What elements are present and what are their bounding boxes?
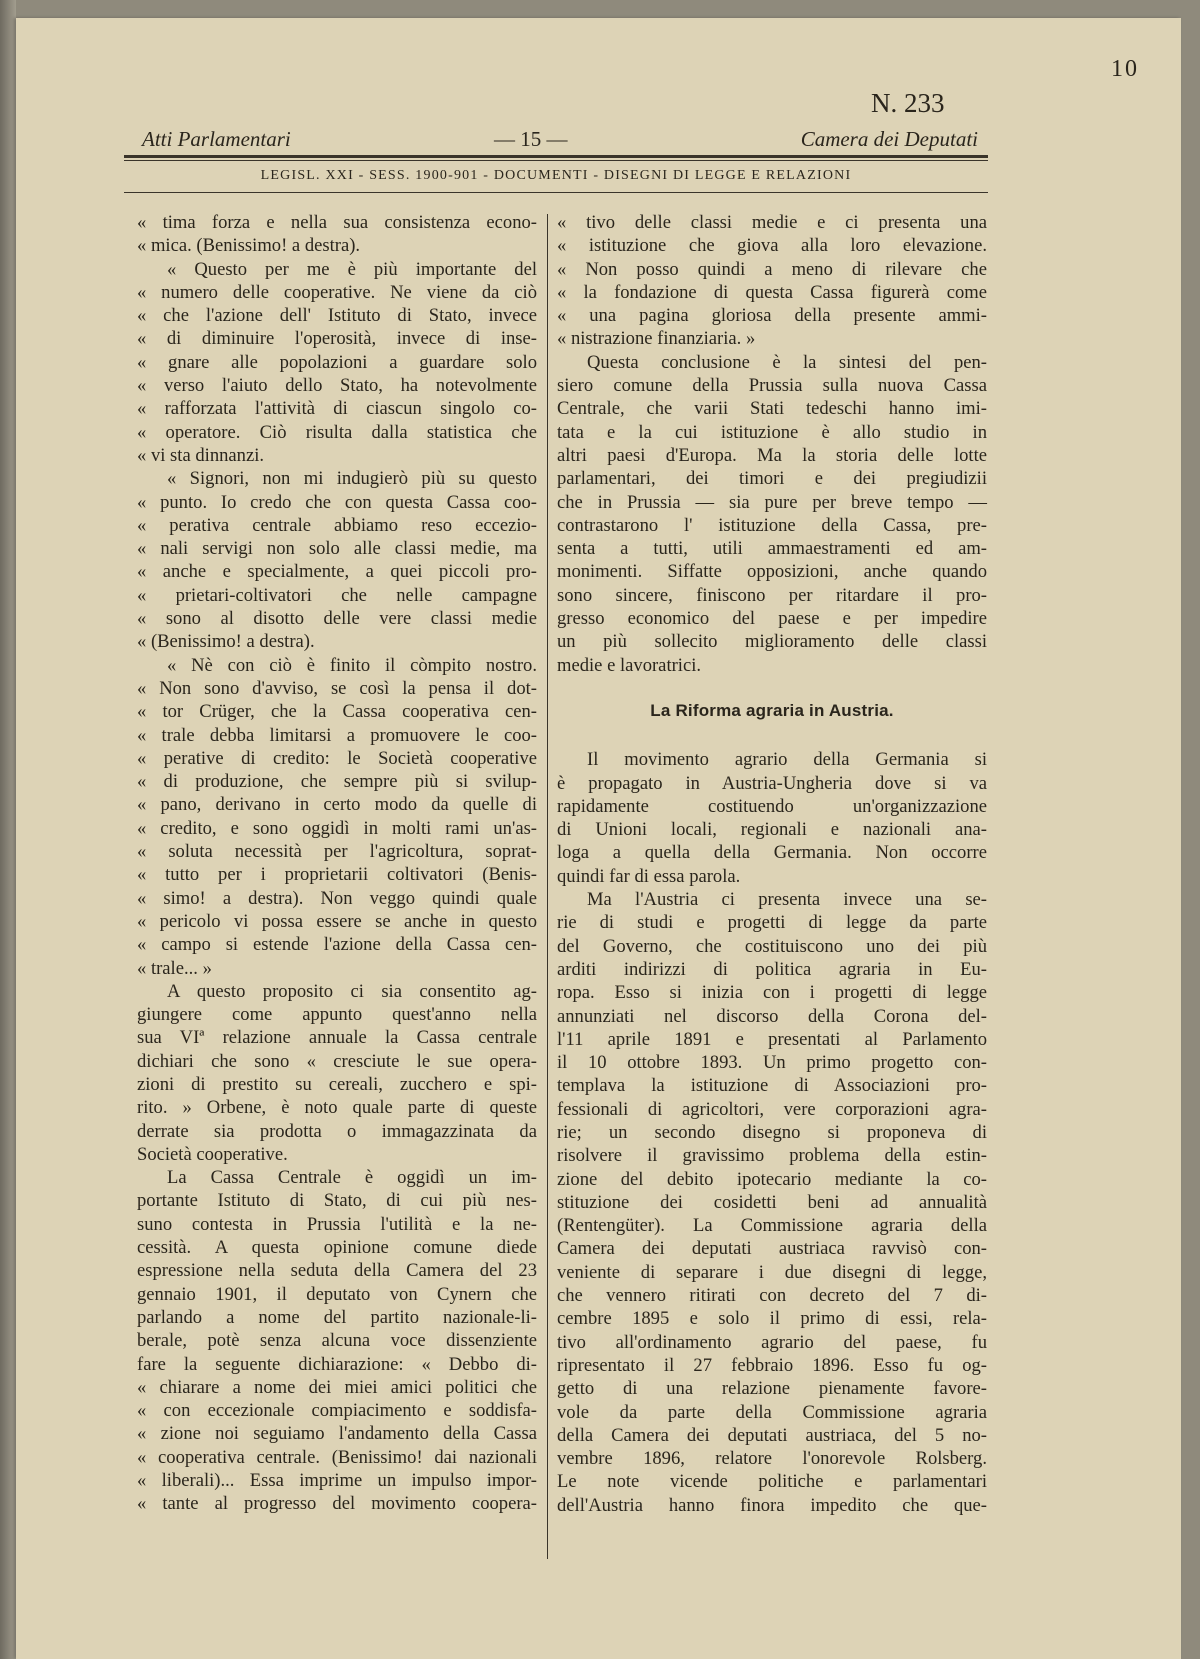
text-line: rie; un secondo disegno si proponeva di [557, 1121, 987, 1143]
text-line: loga a quella della Germania. Non occorre [557, 842, 987, 864]
text-line: « numero delle cooperative. Ne viene da ciò [137, 281, 537, 303]
text-line: veniente di separare i due disegni di legge, [557, 1261, 987, 1283]
text-line: rapidamente costituendo un'organizzazione [557, 795, 987, 817]
text-line: « tante al progresso del movimento coopera- [137, 1493, 537, 1515]
text-line: risolvere il gravissimo problema della estin- [557, 1145, 987, 1167]
text-line: Le note vicende politiche e parlamentari [557, 1471, 987, 1493]
text-line: « trale debba limitarsi a promuovere le coo- [137, 724, 537, 746]
text-line: La Cassa Centrale è oggidì un im- [167, 1167, 537, 1189]
text-line: medie e lavoratrici. [557, 654, 702, 676]
text-line: A questo proposito ci sia consentito ag- [167, 980, 537, 1002]
text-line: cembre 1895 e solo il primo di essi, rela- [557, 1308, 987, 1330]
text-line: cessità. A questa opinione comune diede [137, 1237, 537, 1259]
text-line: « pericolo vi possa essere se anche in questo [137, 910, 537, 932]
text-line: parlando a nome del partito nazionale-li- [137, 1306, 537, 1328]
text-line: gresso economico del paese e per impedire [557, 608, 987, 630]
text-line: « verso l'aiuto dello Stato, ha notevolmente [137, 375, 537, 397]
text-line: « Signori, non mi indugierò più su questo [167, 468, 537, 490]
text-line: che in Prussia — sia pure per breve tempo — [557, 491, 987, 513]
text-line: l'11 aprile 1891 e presentati al Parlamento [557, 1028, 987, 1050]
right-column-top [557, 211, 987, 677]
text-line: gennaio 1901, il deputato von Cynern che [137, 1283, 537, 1305]
text-line: rito. » Orbene, è noto quale parte di queste [137, 1097, 537, 1119]
scan-left-edge [0, 0, 16, 1659]
text-line: « Non sono d'avviso, se così la pensa il dot- [137, 677, 537, 699]
text-line: « anche e specialmente, a quei piccoli pro- [137, 561, 537, 583]
header-rule-thin [124, 160, 988, 161]
text-line: tata e la cui istituzione è allo studio in [557, 421, 987, 443]
text-line: Camera dei deputati austriaca ravvisò con- [557, 1238, 987, 1260]
text-line: suno contesta in Prussia l'utilità e la ne- [137, 1213, 537, 1235]
text-line: « che l'azione dell' Istituto di Stato, invece [137, 305, 537, 327]
header-rule-bottom [124, 192, 988, 193]
text-line: annunziati nel discorso della Corona del- [557, 1005, 987, 1027]
text-line: giungere come appunto quest'anno nella [137, 1004, 537, 1026]
text-line: derrate sia prodotta o immagazzinata da [137, 1120, 537, 1142]
text-line: sua VIª relazione annuale la Cassa centrale [137, 1027, 537, 1049]
text-line: « tor Crüger, che la Cassa cooperativa cen- [137, 701, 537, 723]
text-line: « la fondazione di questa Cassa figurerà come [557, 281, 987, 303]
text-line: è propagato in Austria-Ungheria dove si va [557, 772, 987, 794]
text-line: « vi sta dinnanzi. [137, 444, 265, 466]
text-line: altri paesi d'Europa. Ma la storia delle lotte [557, 444, 987, 466]
text-line: del Governo, che costituiscono uno dei più [557, 935, 987, 957]
left-column [137, 211, 537, 1516]
text-line: portante Istituto di Stato, di cui più nes- [137, 1190, 537, 1212]
text-line: sono sincere, finiscono per ritardare il pro- [557, 584, 987, 606]
text-line: « operatore. Ciò risulta dalla statistica che [137, 421, 537, 443]
text-line: « credito, e sono oggidì in molti rami un'as- [137, 817, 537, 839]
text-line: rie di studi e progetti di legge da parte [557, 912, 987, 934]
document-page [16, 18, 1181, 1659]
text-line: « tutto per i proprietarii coltivatori (Benis- [137, 864, 537, 886]
text-line: « mica. (Benissimo! a destra). [137, 235, 361, 257]
text-line: di Unioni locali, regionali e nazionali ana- [557, 819, 987, 841]
text-line: « Nè con ciò è finito il còmpito nostro. [167, 654, 537, 676]
text-line: un più sollecito miglioramento delle classi [557, 631, 987, 653]
column-divider [547, 214, 548, 1559]
text-line: « pano, derivano in certo modo da quelle di [137, 794, 537, 816]
text-line: templava la istituzione di Associazioni pro- [557, 1075, 987, 1097]
text-line: « zione noi seguiamo l'andamento della Cassa [137, 1423, 537, 1445]
text-line: contrastarono l' istituzione della Cassa, pre- [557, 514, 987, 536]
text-line: zione del debito ipotecario mediante la co- [557, 1168, 987, 1190]
text-line: dell'Austria hanno finora impedito che que- [557, 1494, 987, 1516]
text-line: stituzione dei cosidetti beni ad annualità [557, 1191, 987, 1213]
text-line: « (Benissimo! a destra). [137, 631, 315, 653]
text-line: arditi indirizzi di politica agraria in Eu- [557, 958, 987, 980]
text-line: ropa. Esso si inizia con i progetti di legge [557, 982, 987, 1004]
text-line: « con eccezionale compiacimento e soddisfa- [137, 1400, 537, 1422]
legislature-line: LEGISL. XXI - SESS. 1900-901 - DOCUMENTI - DISEGNI DI LEGGE E RELAZIONI [260, 168, 852, 183]
text-line: « una pagina gloriosa della presente ammi- [557, 305, 987, 327]
text-line: « liberali)... Essa imprime un impulso impor- [137, 1470, 537, 1492]
text-line: « simo! a destra). Non veggo quindi quale [137, 887, 537, 909]
text-line: ripresentato il 27 febbraio 1896. Esso fu og- [557, 1354, 987, 1376]
text-line: « cooperativa centrale. (Benissimo! dai nazionali [137, 1446, 537, 1468]
text-line: « tima forza e nella sua consistenza econo- [137, 212, 537, 233]
text-line: parlamentari, dei timori e dei pregiudizii [557, 468, 987, 490]
text-line: « campo si estende l'azione della Cassa cen- [137, 934, 537, 956]
text-line: che vennero ritirati con decreto del 7 di- [557, 1285, 987, 1307]
text-line: getto di una relazione pienamente favore- [557, 1378, 987, 1400]
text-line: della Camera dei deputati austriaca, del 5 no- [557, 1424, 987, 1446]
text-line: « nistrazione finanziaria. » [557, 328, 756, 350]
text-line: senta a tutti, utili ammaestramenti ed am- [557, 538, 987, 560]
text-line: Il movimento agrario della Germania si [587, 749, 987, 771]
text-line: « gnare alle popolazioni a guardare solo [137, 351, 537, 373]
text-line: (Rentengüter). La Commissione agraria della [557, 1215, 987, 1237]
text-line: berale, potè senza alcuna voce dissenziente [137, 1330, 537, 1352]
text-line: « perative di credito: le Società cooperative [137, 747, 537, 769]
text-line: vembre 1896, relatore l'onorevole Rolsberg. [557, 1448, 987, 1470]
text-line: tivo all'ordinamento agrario del paese, fu [557, 1331, 987, 1353]
header-left: Atti Parlamentari [142, 127, 291, 151]
folio-number: 10 [1111, 56, 1139, 82]
text-line: dichiari che sono « cresciute le sue opera- [137, 1050, 537, 1072]
text-line: Centrale, che varii Stati tedeschi hanno imi- [557, 398, 987, 420]
text-line: « perativa centrale abbiamo reso eccezio- [137, 514, 537, 536]
text-line: espressione nella seduta della Camera del 23 [137, 1260, 537, 1282]
text-line: quindi far di essa parola. [557, 865, 741, 887]
text-line: « di produzione, che sempre più si svilup- [137, 771, 537, 793]
text-line: siero comune della Prussia sulla nuova Cassa [557, 375, 987, 397]
text-line: « rafforzata l'attività di ciascun singolo co- [137, 398, 537, 420]
text-line: « nali servigi non solo alle classi medie, ma [137, 538, 537, 560]
document-number: N. 233 [871, 88, 945, 118]
text-line: « istituzione che giova alla loro elevazione. [557, 235, 987, 257]
text-line: fessionali di agricoltori, vere corporazioni agra- [557, 1098, 987, 1120]
text-line: « chiarare a nome dei miei amici politici che [137, 1376, 537, 1398]
text-line: fare la seguente dichiarazione: « Debbo di- [137, 1353, 537, 1375]
text-line: « sono al disotto delle vere classi medie [137, 608, 537, 630]
text-line: Ma l'Austria ci presenta invece una se- [587, 889, 987, 911]
text-line: « di diminuire l'operosità, invece di inse- [137, 328, 537, 350]
text-line: « Questo per me è più importante del [167, 258, 537, 280]
page-number: — 15 — [494, 127, 568, 151]
section-heading: La Riforma agraria in Austria. [650, 700, 894, 720]
text-line: « punto. Io credo che con questa Cassa coo- [137, 491, 537, 513]
header-right: Camera dei Deputati [800, 127, 978, 151]
text-line: vole da parte della Commissione agraria [557, 1401, 987, 1423]
text-line: « tivo delle classi medie e ci presenta una [557, 212, 987, 233]
text-line: « Non posso quindi a meno di rilevare che [557, 258, 987, 280]
text-line: « soluta necessità per l'agricoltura, soprat- [137, 841, 537, 863]
right-column [557, 211, 987, 1517]
text-line: il 10 ottobre 1893. Un primo progetto con- [557, 1052, 987, 1074]
text-line: zioni di prestito su cereali, zucchero e spi- [137, 1073, 537, 1095]
right-column-bottom [557, 748, 987, 1517]
header-rule-thick [124, 155, 988, 158]
text-line: monimenti. Siffatte opposizioni, anche quando [557, 561, 987, 583]
text-line: « prietari-coltivatori che nelle campagne [137, 584, 537, 606]
text-line: Questa conclusione è la sintesi del pen- [587, 351, 987, 373]
text-line: Società cooperative. [137, 1143, 288, 1165]
text-line: « trale... » [137, 957, 212, 979]
